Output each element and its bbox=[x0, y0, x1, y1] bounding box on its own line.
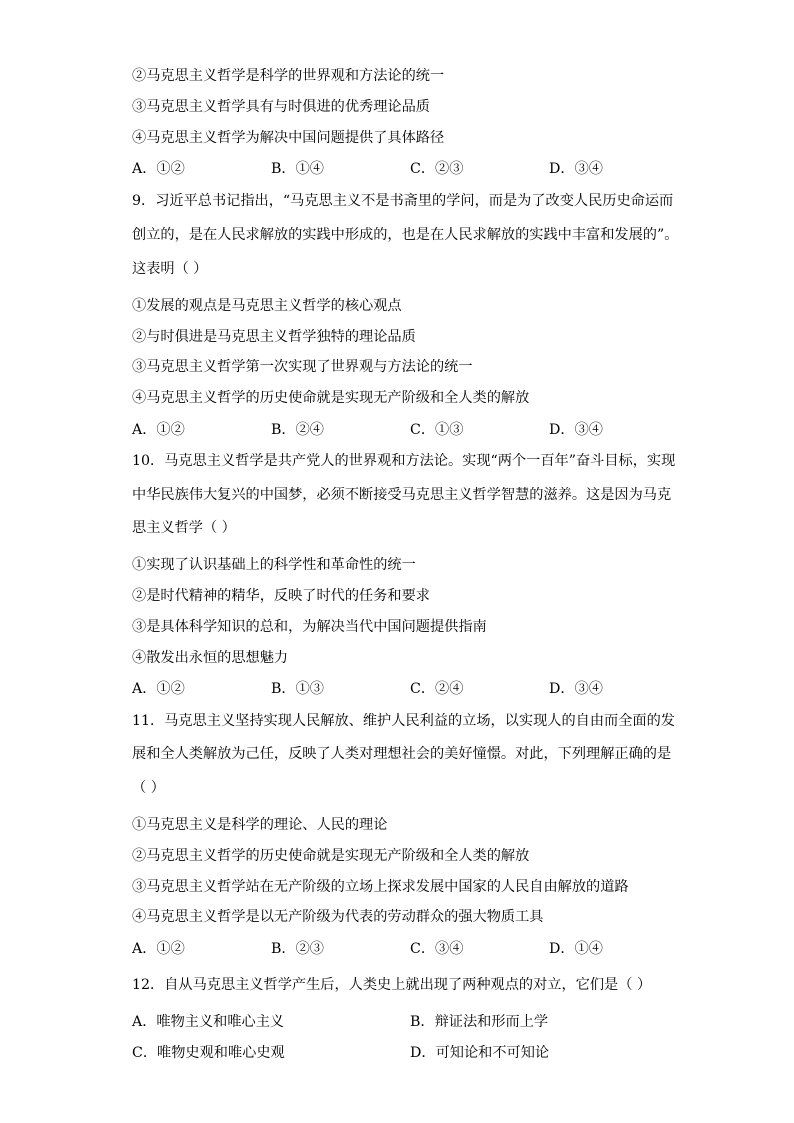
option-a: A．①② bbox=[132, 941, 185, 957]
option-d: D．③④ bbox=[549, 681, 603, 697]
q9-statement-4: ④马克思主义哲学的历史使命就是实现无产阶级和全人类的解放 bbox=[132, 390, 530, 406]
q9-stem-line-1: 9．习近平总书记指出，“马克思主义不是书斋里的学问，而是为了改变人民历史命运而 bbox=[132, 193, 674, 209]
option-c: C．唯物史观和唯心史观 bbox=[132, 1045, 285, 1061]
q11-stem-line-3: （ ） bbox=[132, 780, 165, 796]
options-row-q11 bbox=[132, 940, 732, 958]
q10-statement-4: ④散发出永恒的思想魅力 bbox=[132, 650, 289, 666]
q12-stem: 12．自从马克思主义哲学产生后，人类史上就出现了两种观点的对立，它们是（ ） bbox=[132, 977, 652, 993]
option-b: B．①④ bbox=[271, 161, 324, 177]
option-c: C．①③ bbox=[410, 422, 464, 438]
options-row-q8 bbox=[132, 160, 732, 178]
q10-statement-2: ②是时代精神的精华，反映了时代的任务和要求 bbox=[132, 588, 430, 604]
q10-stem-line-2: 中华民族伟大复兴的中国梦，必须不断接受马克思主义哲学智慧的滋养。这是因为马克 bbox=[132, 487, 672, 503]
option-a: A．唯物主义和唯心主义 bbox=[132, 1014, 285, 1030]
q11-stem-line-1: 11．马克思主义坚持实现人民解放、维护人民利益的立场，以实现人的自由而全面的发 bbox=[132, 713, 675, 729]
q10-statement-1: ①实现了认识基础上的科学性和革命性的统一 bbox=[132, 557, 416, 573]
option-b: B．②④ bbox=[271, 422, 324, 438]
q9-statement-3: ③马克思主义哲学第一次实现了世界观与方法论的统一 bbox=[132, 359, 473, 375]
options-row-q10 bbox=[132, 680, 732, 698]
statement-4: ④马克思主义哲学为解决中国问题提供了具体路径 bbox=[132, 130, 445, 146]
q9-statement-1: ①发展的观点是马克思主义哲学的核心观点 bbox=[132, 298, 402, 314]
option-d: D．③④ bbox=[549, 422, 603, 438]
option-c: C．②③ bbox=[410, 161, 464, 177]
option-c: C．②④ bbox=[410, 681, 464, 697]
q9-stem-line-2: 创立的，是在人民求解放的实践中形成的，也是在人民求解放的实践中丰富和发展的”。 bbox=[132, 227, 679, 243]
statement-3: ③马克思主义哲学具有与时俱进的优秀理论品质 bbox=[132, 99, 430, 115]
option-a: A．①② bbox=[132, 681, 185, 697]
option-b: B．辩证法和形而上学 bbox=[410, 1014, 549, 1030]
q11-statement-3: ③马克思主义哲学站在无产阶级的立场上探求发展中国家的人民自由解放的道路 bbox=[132, 879, 629, 895]
q11-stem-line-2: 展和全人类解放为己任，反映了人类对理想社会的美好憧憬。对此，下列理解正确的是 bbox=[132, 746, 672, 762]
q9-statement-2: ②与时俱进是马克思主义哲学独特的理论品质 bbox=[132, 329, 416, 345]
option-d: D．①④ bbox=[549, 941, 603, 957]
q10-stem-line-3: 思主义哲学（ ） bbox=[132, 520, 236, 536]
option-d: D．可知论和不可知论 bbox=[410, 1045, 550, 1061]
q11-statement-2: ②马克思主义哲学的历史使命就是实现无产阶级和全人类的解放 bbox=[132, 848, 530, 864]
option-a: A．①② bbox=[132, 422, 185, 438]
option-c: C．③④ bbox=[410, 941, 464, 957]
options-row-q9 bbox=[132, 421, 732, 439]
q11-statement-1: ①马克思主义是科学的理论、人民的理论 bbox=[132, 817, 388, 833]
option-a: A．①② bbox=[132, 161, 185, 177]
q10-statement-3: ③是具体科学知识的总和，为解决当代中国问题提供指南 bbox=[132, 619, 487, 635]
q11-statement-4: ④马克思主义哲学是以无产阶级为代表的劳动群众的强大物质工具 bbox=[132, 909, 544, 925]
options-row-q12-top bbox=[132, 1013, 732, 1031]
option-b: B．②③ bbox=[271, 941, 324, 957]
option-d: D．③④ bbox=[549, 161, 603, 177]
q9-stem-line-3: 这表明（ ） bbox=[132, 261, 208, 277]
options-row-q12-bottom bbox=[132, 1044, 732, 1062]
option-b: B．①③ bbox=[271, 681, 324, 697]
q10-stem-line-1: 10．马克思主义哲学是共产党人的世界观和方法论。实现“两个一百年”奋斗目标，实现 bbox=[132, 453, 676, 469]
statement-2: ②马克思主义哲学是科学的世界观和方法论的统一 bbox=[132, 68, 445, 84]
